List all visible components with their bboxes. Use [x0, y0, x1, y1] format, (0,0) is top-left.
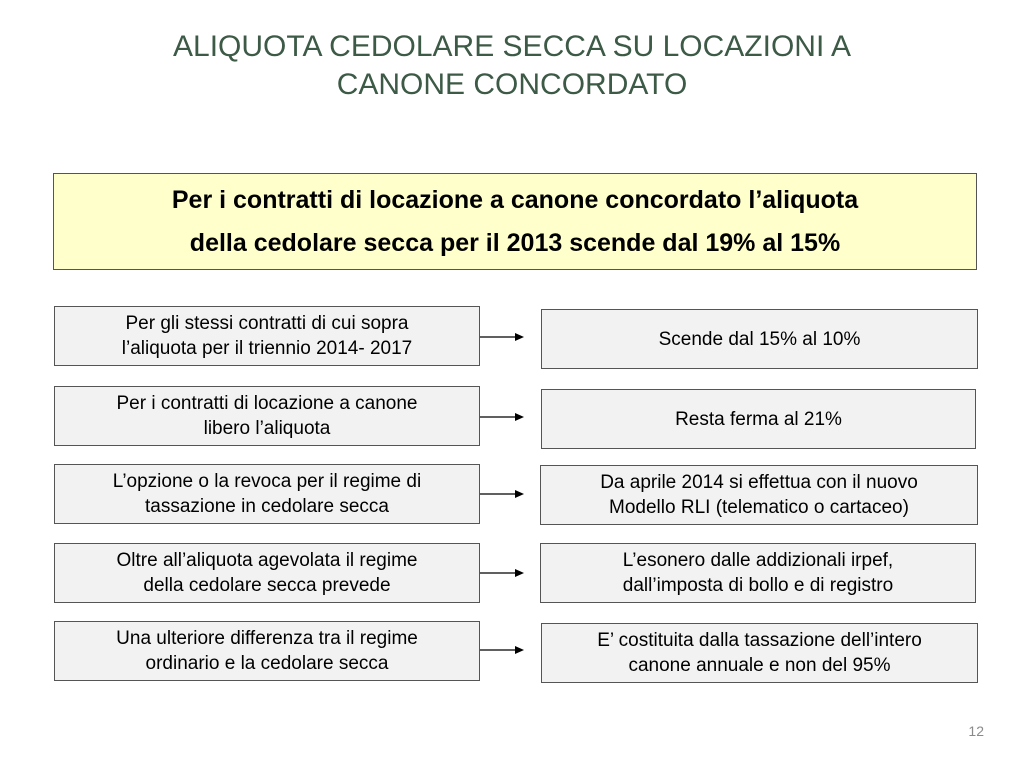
right-box-5 [541, 623, 978, 683]
left-box-2-line-2: libero l’aliquota [203, 418, 331, 439]
right-box-2-line-1: Resta ferma al 21% [675, 408, 842, 430]
right-box-3-line-1: Da aprile 2014 si effettua con il nuovo [600, 472, 918, 493]
right-box-1 [541, 309, 978, 369]
right-box-4 [540, 543, 976, 603]
highlight-line-1: Per i contratti di locazione a canone concordato l’aliquota [171, 185, 859, 214]
left-box-3 [54, 464, 480, 524]
left-box-1-line-2: l’aliquota per il triennio 2014- 2017 [121, 338, 413, 359]
left-box-2-line-1: Per i contratti di locazione a canone [116, 393, 418, 414]
highlight-line-2: della cedolare secca per il 2013 scende dal 19% al 15% [189, 228, 841, 257]
left-box-4-line-2: della cedolare secca prevede [143, 575, 391, 596]
slide-title [100, 28, 924, 104]
left-box-1-line-1: Per gli stessi contratti di cui sopra [125, 313, 409, 334]
left-box-3-line-1: L’opzione o la revoca per il regime di [112, 471, 422, 492]
slide-title-line-1: ALIQUOTA CEDOLARE SECCA SU LOCAZIONI A [173, 30, 851, 63]
left-box-2 [54, 386, 480, 446]
arrow-3 [480, 488, 524, 500]
right-box-2 [541, 389, 976, 449]
arrow-5 [480, 644, 524, 656]
left-box-3-line-2: tassazione in cedolare secca [145, 496, 389, 517]
left-box-4 [54, 543, 480, 603]
arrow-2 [480, 411, 524, 423]
right-box-4-line-1: L’esonero dalle addizionali irpef, [622, 550, 894, 571]
slide-title-line-2: CANONE CONCORDATO [336, 68, 688, 101]
right-box-3-line-2: Modello RLI (telematico o cartaceo) [609, 497, 909, 518]
left-box-5-line-1: Una ulteriore differenza tra il regime [116, 628, 418, 649]
left-box-5 [54, 621, 480, 681]
right-box-5-line-1: E’ costituita dalla tassazione dell’intero [597, 630, 922, 651]
left-box-4-line-1: Oltre all’aliquota agevolata il regime [116, 550, 418, 571]
right-box-4-line-2: dall’imposta di bollo e di registro [622, 575, 894, 596]
page-number: 12 [968, 723, 984, 739]
right-box-1-line-1: Scende dal 15% al 10% [658, 328, 861, 350]
left-box-5-line-2: ordinario e la cedolare secca [145, 653, 389, 674]
arrow-4 [480, 567, 524, 579]
right-box-5-line-2: canone annuale e non del 95% [628, 655, 891, 676]
highlight-box [53, 173, 977, 270]
right-box-3 [540, 465, 978, 525]
left-box-1 [54, 306, 480, 366]
arrow-1 [480, 331, 524, 343]
